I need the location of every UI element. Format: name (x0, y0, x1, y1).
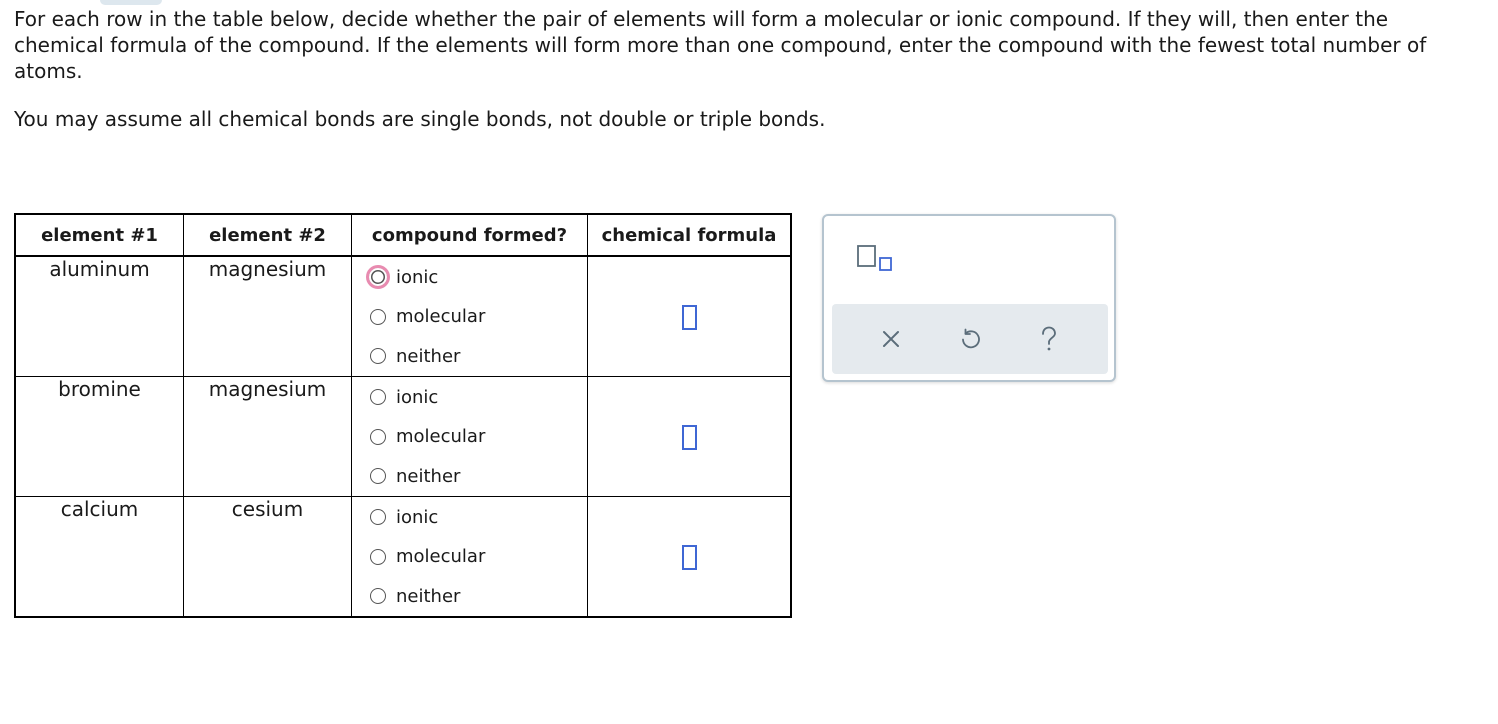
formula-cell (588, 256, 792, 377)
answer-palette (822, 214, 1116, 382)
compound-options-cell (352, 256, 588, 377)
compound-table (14, 213, 792, 618)
option-molecular[interactable] (370, 543, 587, 571)
instructions-assumption: You may assume all chemical bonds are single bonds, not double or triple bonds. (14, 107, 826, 131)
option-ionic[interactable] (370, 383, 587, 411)
table-row (15, 377, 791, 497)
radio-ionic[interactable] (370, 509, 386, 525)
option-label: ionic (396, 506, 439, 528)
radio-molecular[interactable] (370, 309, 386, 325)
option-label: molecular (396, 546, 486, 567)
header-element2: element #2 (184, 214, 352, 256)
header-chemical-formula: chemical formula (588, 214, 792, 256)
element2-cell: magnesium (184, 256, 352, 377)
radio-neither[interactable] (370, 348, 386, 364)
header-element1: element #1 (15, 214, 184, 256)
undo-icon[interactable] (953, 322, 987, 356)
element1-cell: aluminum (15, 256, 184, 377)
compound-options-cell (352, 497, 588, 618)
option-label: molecular (396, 306, 486, 327)
element2-cell: cesium (184, 497, 352, 618)
formula-input[interactable] (682, 305, 697, 330)
radio-neither[interactable] (370, 468, 386, 484)
formula-cell (588, 377, 792, 497)
radio-neither[interactable] (370, 588, 386, 604)
header-compound-formed: compound formed? (352, 214, 588, 256)
radio-molecular[interactable] (370, 549, 386, 565)
radio-molecular[interactable] (370, 429, 386, 445)
option-molecular[interactable] (370, 303, 587, 331)
compound-radio-group (352, 257, 587, 376)
option-molecular[interactable] (370, 423, 587, 451)
formula-input[interactable] (682, 545, 697, 570)
element2-cell: magnesium (184, 377, 352, 497)
clear-icon[interactable] (874, 322, 908, 356)
option-label: neither (396, 465, 461, 487)
option-neither[interactable] (370, 342, 587, 370)
option-neither[interactable] (370, 582, 587, 610)
table-header-row (15, 214, 791, 256)
compound-radio-group (352, 497, 587, 616)
option-label: neither (396, 585, 461, 607)
element1-cell: bromine (15, 377, 184, 497)
option-ionic[interactable] (370, 263, 587, 291)
radio-ionic[interactable] (370, 389, 386, 405)
formula-cell (588, 497, 792, 618)
palette-action-bar (832, 304, 1108, 374)
formula-input[interactable] (682, 425, 697, 450)
compound-options-cell (352, 377, 588, 497)
help-icon[interactable] (1032, 322, 1066, 356)
element1-cell: calcium (15, 497, 184, 618)
option-label: ionic (396, 386, 439, 408)
option-label: neither (396, 345, 461, 367)
superscript-box-icon[interactable] (856, 244, 900, 274)
table-row (15, 256, 791, 377)
option-label: molecular (396, 426, 486, 447)
compound-radio-group (352, 377, 587, 496)
instructions-paragraph: For each row in the table below, decide whether the pair of elements will form a molecular or ionic compound. If they will, then enter the chemical formula of the compound. If the elements will form more than one compound, enter the compound with the fewest total number of atoms. (14, 7, 1427, 83)
table-row (15, 497, 791, 618)
option-neither[interactable] (370, 462, 587, 490)
radio-ionic[interactable] (366, 265, 390, 289)
option-label: ionic (396, 266, 439, 288)
option-ionic[interactable] (370, 503, 587, 531)
top-tab-indicator (100, 0, 162, 5)
